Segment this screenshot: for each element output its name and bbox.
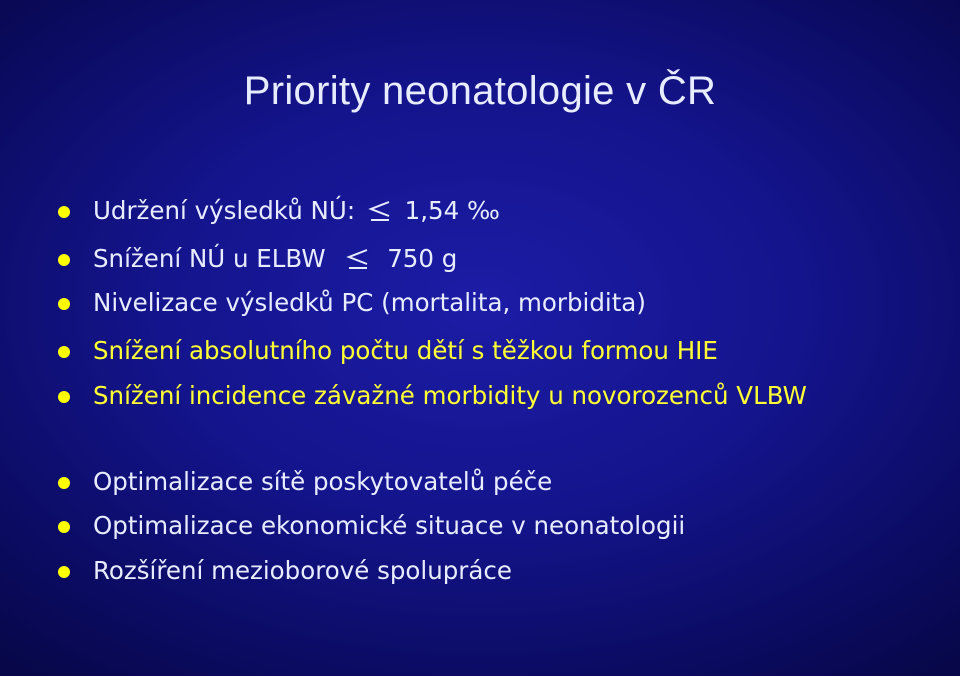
bullet-text-part: Udržení výsledků NÚ: — [93, 196, 356, 225]
slide-title: Priority neonatologie v ČR — [243, 69, 717, 113]
bullet-text: Snížení absolutního počtu dětí s těžkou formou HIE — [93, 336, 718, 365]
bullet-text: Optimalizace sítě poskytovatelů péče — [93, 467, 553, 496]
bullet-value: 750 g — [387, 244, 458, 273]
bullet-dot-icon — [58, 391, 70, 403]
bullet-text — [93, 239, 903, 279]
bullet-dot-icon — [58, 566, 70, 578]
bullet-text-part: Snížení NÚ u ELBW — [93, 244, 326, 273]
bullet-text: Rozšíření mezioborové spolupráce — [93, 556, 512, 585]
bullet-value: 1,54 ‰ — [404, 196, 500, 225]
bullet-dot-icon — [58, 206, 70, 218]
bullet-dot-icon — [58, 477, 70, 489]
bullet-dot-icon — [58, 521, 70, 533]
bullet-dot-icon — [58, 254, 70, 266]
less-than-or-equal-icon — [345, 248, 371, 270]
bullet-text: Snížení incidence závažné morbidity u novorozenců VLBW — [93, 381, 807, 410]
bullet-dot-icon — [58, 346, 70, 358]
bullet-dot-icon — [58, 298, 70, 310]
bullet-text: Nivelizace výsledků PC (mortalita, morbidita) — [93, 288, 646, 317]
bullet-text — [93, 191, 903, 231]
bullet-text: Optimalizace ekonomické situace v neonatologii — [93, 511, 686, 540]
less-than-or-equal-icon — [367, 200, 393, 222]
